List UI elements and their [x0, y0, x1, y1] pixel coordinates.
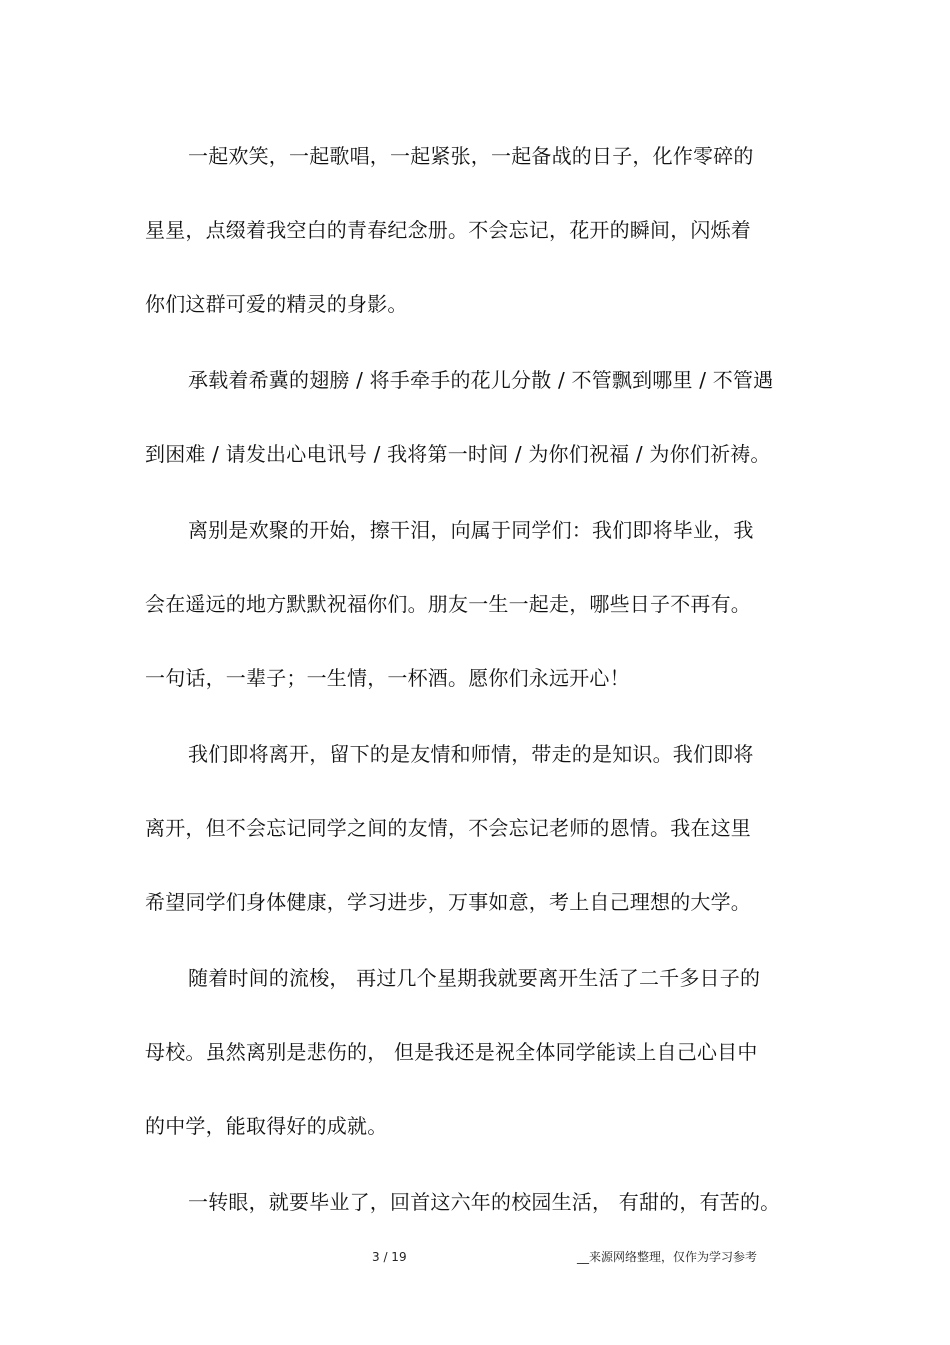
- paragraph-line: 随着时间的流梭， 再过几个星期我就要离开生活了二千多日子的: [188, 966, 761, 990]
- paragraph-line: 希望同学们身体健康，学习进步，万事如意，考上自己理想的大学。: [145, 890, 751, 914]
- paragraph-line: 一起欢笑，一起歌唱，一起紧张，一起备战的日子，化作零碎的: [188, 144, 754, 168]
- source-note: __来源网络整理，仅作为学习参考: [577, 1250, 758, 1264]
- paragraph-line: 承载着希冀的翅膀 / 将手牵手的花儿分散 / 不管飘到哪里 / 不管遇: [188, 368, 774, 392]
- paragraph-line: 你们这群可爱的精灵的身影。: [145, 292, 408, 316]
- page-number: 3 / 19: [372, 1250, 407, 1264]
- paragraph-line: 的中学，能取得好的成就。: [145, 1114, 388, 1138]
- paragraph-line: 离开，但不会忘记同学之间的友情，不会忘记老师的恩情。我在这里: [145, 816, 751, 840]
- paragraph-line: 离别是欢聚的开始，擦干泪，向属于同学们：我们即将毕业，我: [188, 518, 754, 542]
- paragraph-line: 到困难 / 请发出心电讯号 / 我将第一时间 / 为你们祝福 / 为你们祈祷。: [145, 442, 771, 466]
- paragraph-line: 母校。虽然离别是悲伤的， 但是我还是祝全体同学能读上自己心目中: [145, 1040, 758, 1064]
- paragraph-line: 一句话，一辈子；一生情，一杯酒。愿你们永远开心！: [145, 666, 630, 690]
- paragraph-line: 星星，点缀着我空白的青春纪念册。不会忘记，花开的瞬间，闪烁着: [145, 218, 751, 242]
- paragraph-line: 我们即将离开，留下的是友情和师情，带走的是知识。我们即将: [188, 742, 754, 766]
- paragraph-line: 会在遥远的地方默默祝福你们。朋友一生一起走，哪些日子不再有。: [145, 592, 751, 616]
- paragraph-line: 一转眼，就要毕业了，回首这六年的校园生活， 有甜的，有苦的。: [188, 1190, 781, 1214]
